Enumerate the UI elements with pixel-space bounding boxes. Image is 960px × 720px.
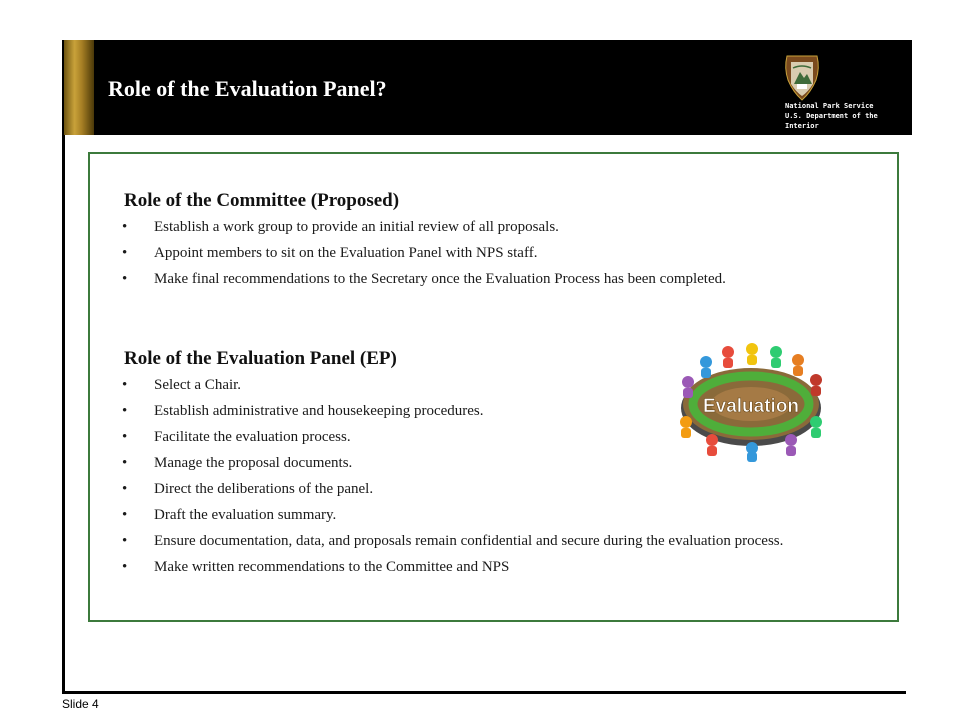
committee-bullet-list bbox=[122, 214, 862, 292]
list-item: • Manage the proposal documents. bbox=[122, 450, 872, 476]
bullet-glyph: • bbox=[122, 455, 128, 471]
bullet-glyph: • bbox=[122, 219, 128, 235]
bullet-glyph: • bbox=[122, 533, 128, 549]
panel-heading: Role of the Evaluation Panel (EP) bbox=[124, 348, 397, 369]
bottom-border-line bbox=[62, 691, 906, 694]
list-item: • Establish a work group to provide an initial review of all proposals. bbox=[122, 214, 862, 240]
bullet-glyph: • bbox=[122, 271, 128, 287]
agency-line-2: U.S. Department of the bbox=[785, 112, 878, 120]
bullet-glyph: • bbox=[122, 507, 128, 523]
list-item: • Make written recommendations to the Committee and NPS bbox=[122, 554, 872, 580]
bullet-glyph: • bbox=[122, 245, 128, 261]
gold-accent-bar bbox=[64, 40, 94, 135]
bullet-glyph: • bbox=[122, 481, 128, 497]
slide-title: Role of the Evaluation Panel? bbox=[108, 76, 387, 101]
bullet-glyph: • bbox=[122, 403, 128, 419]
agency-name-block bbox=[785, 101, 905, 131]
nps-arrowhead-logo-icon bbox=[783, 54, 821, 102]
list-item: • Make final recommendations to the Secretary once the Evaluation Process has been completed. bbox=[122, 266, 862, 292]
agency-line-3: Interior bbox=[785, 122, 819, 130]
slide-number: Slide 4 bbox=[62, 697, 99, 711]
panel-bullet-list bbox=[122, 372, 872, 580]
content-box bbox=[88, 152, 899, 622]
bullet-glyph: • bbox=[122, 377, 128, 393]
list-item: • Select a Chair. bbox=[122, 372, 872, 398]
agency-line-1: National Park Service bbox=[785, 102, 874, 110]
bullet-glyph: • bbox=[122, 429, 128, 445]
bullet-glyph: • bbox=[122, 559, 128, 575]
committee-heading: Role of the Committee (Proposed) bbox=[124, 190, 400, 211]
list-item: • Ensure documentation, data, and proposals remain confidential and secure during the evaluation process. bbox=[122, 528, 872, 554]
left-border-line bbox=[62, 40, 65, 694]
list-item: • Facilitate the evaluation process. bbox=[122, 424, 872, 450]
list-item: • Establish administrative and housekeeping procedures. bbox=[122, 398, 872, 424]
slide-header bbox=[62, 40, 912, 135]
illustration-label: Evaluation bbox=[702, 396, 800, 417]
list-item: • Direct the deliberations of the panel. bbox=[122, 476, 872, 502]
list-item: • Draft the evaluation summary. bbox=[122, 502, 872, 528]
list-item: • Appoint members to sit on the Evaluation Panel with NPS staff. bbox=[122, 240, 862, 266]
